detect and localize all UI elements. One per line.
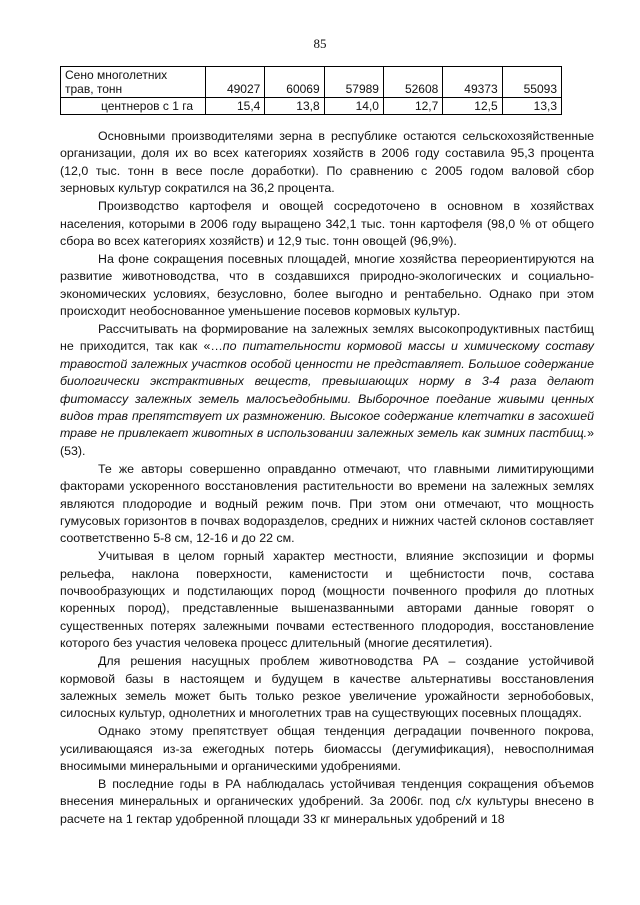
- paragraph-grain-producers: Основными производителями зерна в республике остаются сельскохозяйственные организации, доля их во всех категориях хозяйств в 2006 году составила 95,3 процента (12,0 тыс. тонн в весе после доработки). По сравнению с 2005 годом валовой сбор зерновых культур сократился на 36,2 процента.: [60, 129, 594, 196]
- table-cell: 12,7: [383, 98, 442, 115]
- quote-intro: Рассчитывать на формирование на залежных землях высокопродуктивных пастбищ не приходится, так как «…: [60, 321, 594, 354]
- table-cell: 60069: [265, 67, 324, 98]
- table-cell: 15,4: [206, 98, 265, 115]
- table-cell: 55093: [502, 67, 561, 98]
- table-cell: 57989: [324, 67, 383, 98]
- paragraph-livestock-shift: На фоне сокращения посевных площадей, многие хозяйства переориентируются на развитие животноводства, что в создавшихся природно-экологических и социально-экономических условиях, безусловно, более выгодно и рентабельно. Однако при этом происходит необоснованное уменьшение посевов кормовых культур.: [60, 251, 594, 319]
- table-cell: 49373: [443, 67, 502, 98]
- row-label-line1: Сено многолетних: [65, 68, 168, 82]
- paragraph-soil-degradation: Однако этому препятствует общая тенденция деградации почвенного покрова, усиливающаяся из-за ежегодных потерь биомассы (дегумификация), невосполнимая вносимыми минеральными и органическими удобрениями.: [60, 724, 594, 774]
- quote-text: по питательности кормовой массы и химическому составу травостой залежных участков особой ценности не представляет. Большое содержание биологически экстрактивных веществ, превышающих норму в 3-4 раза делают фитомассу залежных земель малосъедобными. Выборочное поедание живыми ценных видов трав препятствует их размножению. Высокое содержание клетчатки в засохшей траве не привлекает животных в использовании залежных земель как зимних пастбищ.: [60, 339, 594, 441]
- page-number: 85: [313, 36, 327, 51]
- table-row: [61, 98, 562, 115]
- table-row: [61, 67, 562, 98]
- body-text: [60, 128, 594, 829]
- table-cell: 52608: [383, 67, 442, 98]
- quote-outro: » (53).: [60, 426, 594, 458]
- paragraph-fertilizers: В последние годы в РА наблюдалась устойчивая тенденция сокращения объемов внесения минеральных и органических удобрений. За 2006г. под с/х культуры внесено в расчете на 1 гектар удобренной площади 33 кг минеральных удобрений и 18: [60, 777, 594, 826]
- row-label: [61, 67, 206, 98]
- table-cell: 49027: [206, 67, 265, 98]
- paragraph-fallow-pastures: [60, 321, 594, 460]
- paragraph-potatoes-vegetables: Производство картофеля и овощей сосредоточено в основном в хозяйствах населения, которыми в 2006 году выращено 342,1 тыс. тонн картофеля (98,0 % от общего сбора во всех категориях хозяйств) и 12,9 тыс. тонн овощей (96,9%).: [60, 199, 594, 248]
- table-cell: 14,0: [324, 98, 383, 115]
- row-label-line2: трав, тонн: [65, 82, 123, 96]
- row-label: центнеров с 1 га: [61, 98, 206, 115]
- paragraph-limiting-factors: Те же авторы совершенно оправданно отмечают, что главными лимитирующими факторами ускоренного восстановления растительности во времени на залежных землях являются плодородие и водный режим почв. При этом они отмечают, что мощность гумусовых горизонтов в почвах водоразделов, средних и нижних частей склонов составляет соответственно 5-8 см, 12-16 и до 22 см.: [60, 461, 594, 546]
- table-cell: 13,3: [502, 98, 561, 115]
- paragraph-forage-base: Для решения насущных проблем животноводства РА – создание устойчивой кормовой базы в настоящем и будущем в качестве альтернативы восстановления залежных земель может быть только резкое увеличение урожайности зернобобовых, силосных культур, однолетних и многолетних трав на существующих посевных площадях.: [60, 654, 594, 721]
- paragraph-mountain-terrain: Учитывая в целом горный характер местности, влияние экспозиции и формы рельефа, наклона поверхности, каменистости и щебнистости почв, состава почвообразующих и подстилающих пород (мощности почвенного профиля до плотных коренных пород), представленные вышеназванными авторами данные говорят о существенных потерях залежными почвами естественного плодородия, восстановление которого без участия человека процесс длительный (многие десятилетия).: [60, 549, 594, 651]
- table-cell: 12,5: [443, 98, 502, 115]
- table-cell: 13,8: [265, 98, 324, 115]
- statistics-table: [60, 66, 562, 115]
